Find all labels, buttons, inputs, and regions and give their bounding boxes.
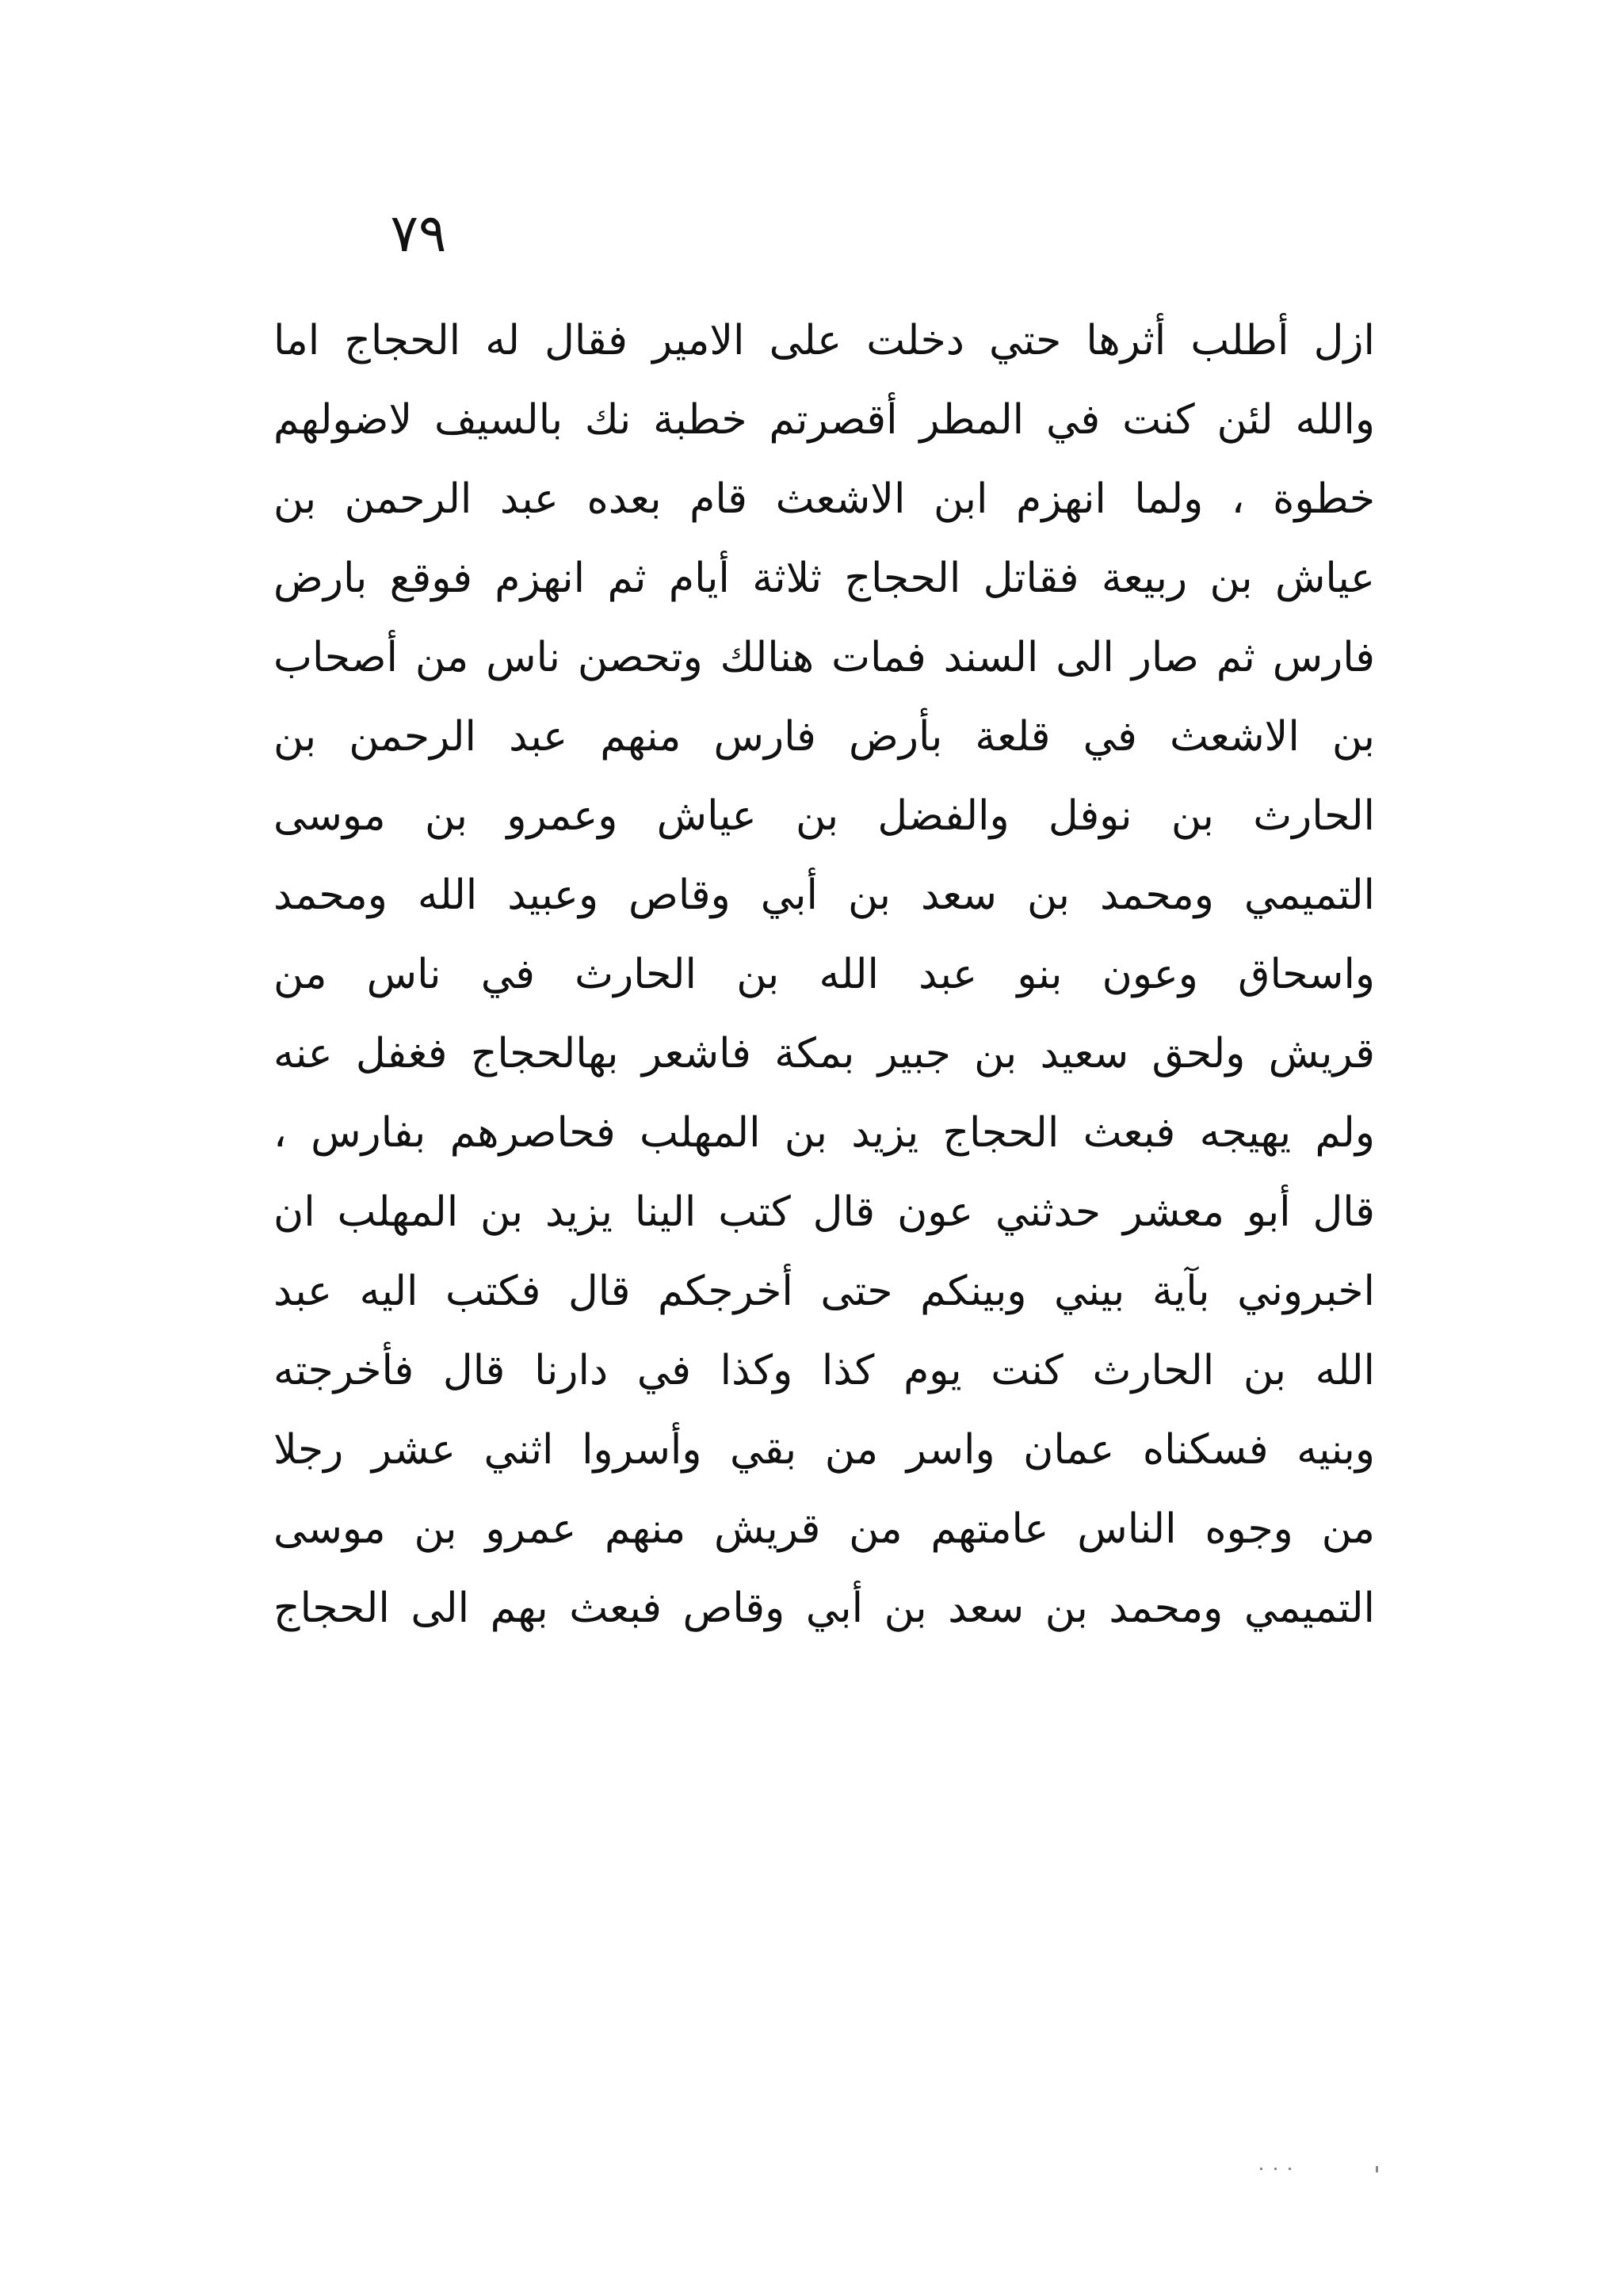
- text-line: من وجوه الناس عامتهم من قريش منهم عمرو بن موسى: [273, 1505, 1375, 1553]
- text-line: الله بن الحارث كنت يوم كذا وكذا في دارنا قال فأخرجته: [273, 1347, 1375, 1394]
- text-line: خطوة ، ولما انهزم ابن الاشعث قام بعده عبد الرحمن بن: [273, 475, 1375, 523]
- text-line: ازل أطلب أثرها حتي دخلت على الامير فقال له الحجاج اما: [273, 317, 1375, 364]
- text-line: ولم يهيجه فبعث الحجاج يزيد بن المهلب فحاصرهم بفارس ،: [273, 1109, 1375, 1157]
- text-line: التميمي ومحمد بن سعد بن أبي وقاص وعبيد الله ومحمد: [273, 871, 1375, 919]
- text-line: اخبروني بآية بيني وبينكم حتى أخرجكم قال فكتب اليه عبد: [273, 1268, 1375, 1315]
- text-line: والله لئن كنت في المطر أقصرتم خطبة نك بالسيف لاضولهم: [273, 396, 1375, 444]
- text-line: فارس ثم صار الى السند فمات هنالك وتحصن ناس من أصحاب: [273, 634, 1375, 681]
- scan-artifact: [1260, 2168, 1379, 2171]
- text-line: وبنيه فسكناه عمان واسر من بقي وأسروا اثني عشر رجلا: [273, 1426, 1375, 1474]
- text-line: واسحاق وعون بنو عبد الله بن الحارث في ناس من: [273, 951, 1375, 998]
- page-number: ٧٩: [390, 203, 447, 264]
- text-line: قريش ولحق سعيد بن جبير بمكة فاشعر بهالحجاج فغفل عنه: [273, 1030, 1375, 1077]
- text-line: عياش بن ربيعة فقاتل الحجاج ثلاثة أيام ثم انهزم فوقع بارض: [273, 555, 1375, 602]
- text-line: الحارث بن نوفل والفضل بن عياش وعمرو بن موسى: [273, 792, 1375, 840]
- arabic-text-body: [273, 301, 1375, 1648]
- text-line: التميمي ومحمد بن سعد بن أبي وقاص فبعث بهم الى الحجاج: [273, 1585, 1375, 1632]
- text-line: بن الاشعث في قلعة بأرض فارس منهم عبد الرحمن بن: [273, 713, 1375, 761]
- text-line: قال أبو معشر حدثني عون قال كتب الينا يزيد بن المهلب ان: [273, 1188, 1375, 1236]
